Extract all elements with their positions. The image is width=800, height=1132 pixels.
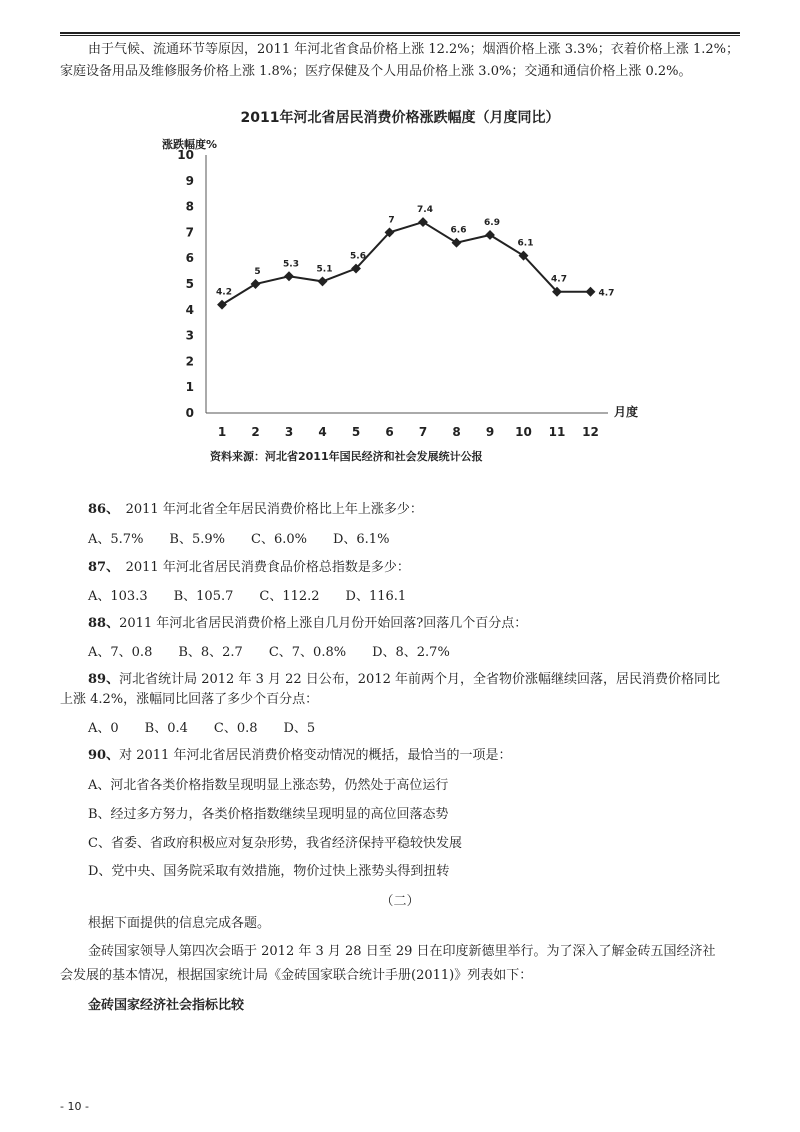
y-tick-label: 9 [185,173,194,188]
data-point [418,217,428,227]
chart-source: 资料来源：河北省2011年国民经济和社会发展统计公报 [210,450,483,463]
data-point [217,300,227,310]
intro-line-2: 家庭设备用品及维修服务价格上涨 1.8%；医疗保健及个人用品价格上涨 3.0%；交通和通信价格上涨 0.2%。 [60,64,692,79]
y-tick-label: 1 [185,380,194,395]
data-label: 6.6 [450,225,467,236]
option-90-d: D、党中央、国务院采取有效措施，物价过快上涨势头得到扭转 [88,864,450,879]
option-90-a: A、河北省各类价格指数呈现明显上涨态势，仍然处于高位运行 [88,778,449,793]
x-tick-label: 11 [548,425,566,439]
question-89-cont: 上涨 4.2%，涨幅同比回落了多少个百分点： [60,692,319,707]
x-tick-label: 6 [385,425,394,439]
y-tick-label: 8 [185,199,194,214]
x-tick-label: 9 [485,425,495,439]
question-number: 88、 [88,616,120,631]
y-tick-label: 6 [185,251,194,266]
data-label: 4.7 [598,288,615,299]
question-90 [88,746,768,766]
options-89: A、0 B、0.4 C、0.8 D、5 [88,721,316,736]
question-number: 90、 [88,748,120,763]
data-label: 5.1 [316,264,333,275]
data-label: 5.3 [283,259,299,270]
data-label: 7.4 [417,205,433,216]
data-point [284,271,294,281]
data-point [452,238,462,248]
question-text: 2011 年河北省居民消费食品价格总指数是多少： [125,560,410,575]
section-para-line-2: 会发展的基本情况，根据国家统计局《金砖国家联合统计手册(2011)》列表如下： [60,968,533,983]
option-90-c: C、省委、省政府积极应对复杂形势，我省经济保持平稳较快发展 [88,836,462,851]
question-89 [88,670,768,690]
chart-ylabel: 涨跌幅度% [162,138,218,151]
cpi-line-chart [150,100,650,470]
options-88: A、7、0.8 B、8、2.7 C、7、0.8% D、8、2.7% [88,645,450,660]
y-tick-label: 10 [177,148,194,162]
question-88 [88,614,768,634]
data-point [586,287,596,297]
question-number: 89、 [88,672,120,687]
data-label: 5 [254,267,261,277]
table-title: 金砖国家经济社会指标比较 [88,998,245,1013]
y-tick-label: 7 [185,225,194,240]
options-86: A、5.7% B、5.9% C、6.0% D、6.1% [88,532,390,547]
chart-xlabel: 月度 [614,405,639,419]
option-90-b: B、经过多方努力，各类价格指数继续呈现明显的高位回落态势 [88,807,449,822]
y-tick-label: 5 [185,277,194,291]
x-tick-label: 1 [217,425,227,439]
question-number: 87、 [88,560,113,575]
data-point [251,279,261,289]
data-point [318,276,328,286]
intro-line-1: 由于气候、流通环节等原因，2011 年河北省食品价格上涨 12.2%；烟酒价格上涨 3.3%；衣着价格上涨 1.2%； [88,42,739,57]
page-number: - 10 - [60,1100,89,1113]
y-tick-label: 3 [185,328,194,343]
question-number: 86、 [88,502,113,517]
chart-title: 2011年河北省居民消费价格涨跌幅度（月度同比） [240,110,560,126]
data-label: 4.7 [551,274,567,285]
options-87: A、103.3 B、105.7 C、112.2 D、116.1 [88,589,407,604]
data-label: 4.2 [216,287,232,298]
series-line [222,222,591,305]
question-86 [88,500,768,520]
header-rule-thin [60,35,740,36]
data-label: 5.6 [350,251,366,262]
x-tick-label: 2 [251,425,260,439]
section-instruction: 根据下面提供的信息完成各题。 [88,916,271,931]
x-tick-label: 7 [418,425,428,439]
x-tick-label: 4 [318,425,327,439]
question-text: 对 2011 年河北省居民消费价格变动情况的概括，最恰当的一项是： [119,748,512,763]
data-label: 7 [388,215,395,226]
data-label: 6.9 [484,217,500,228]
data-label: 6.1 [517,238,534,249]
x-tick-label: 10 [515,425,532,439]
y-tick-label: 0 [185,406,194,420]
x-tick-label: 5 [351,425,361,439]
question-text: 2011 年河北省居民消费价格上涨自几月份开始回落?回落几个百分点： [119,616,528,631]
x-tick-label: 3 [284,425,294,439]
question-text: 河北省统计局 2012 年 3 月 22 日公布，2012 年前两个月，全省物价涨幅继续回落，居民消费价格同比 [119,672,721,687]
header-rule [60,32,740,34]
x-tick-label: 8 [452,425,461,439]
x-tick-label: 12 [582,425,599,439]
section-heading: （二） [380,894,420,909]
y-tick-label: 4 [185,302,194,317]
question-87 [88,558,768,578]
data-point [485,230,495,240]
question-text: 2011 年河北省全年居民消费价格比上年上涨多少： [125,502,423,517]
section-para-line-1: 金砖国家领导人第四次会晤于 2012 年 3 月 28 日至 29 日在印度新德里举行。为了深入了解金砖五国经济社 [88,944,716,959]
y-tick-label: 2 [185,354,194,369]
